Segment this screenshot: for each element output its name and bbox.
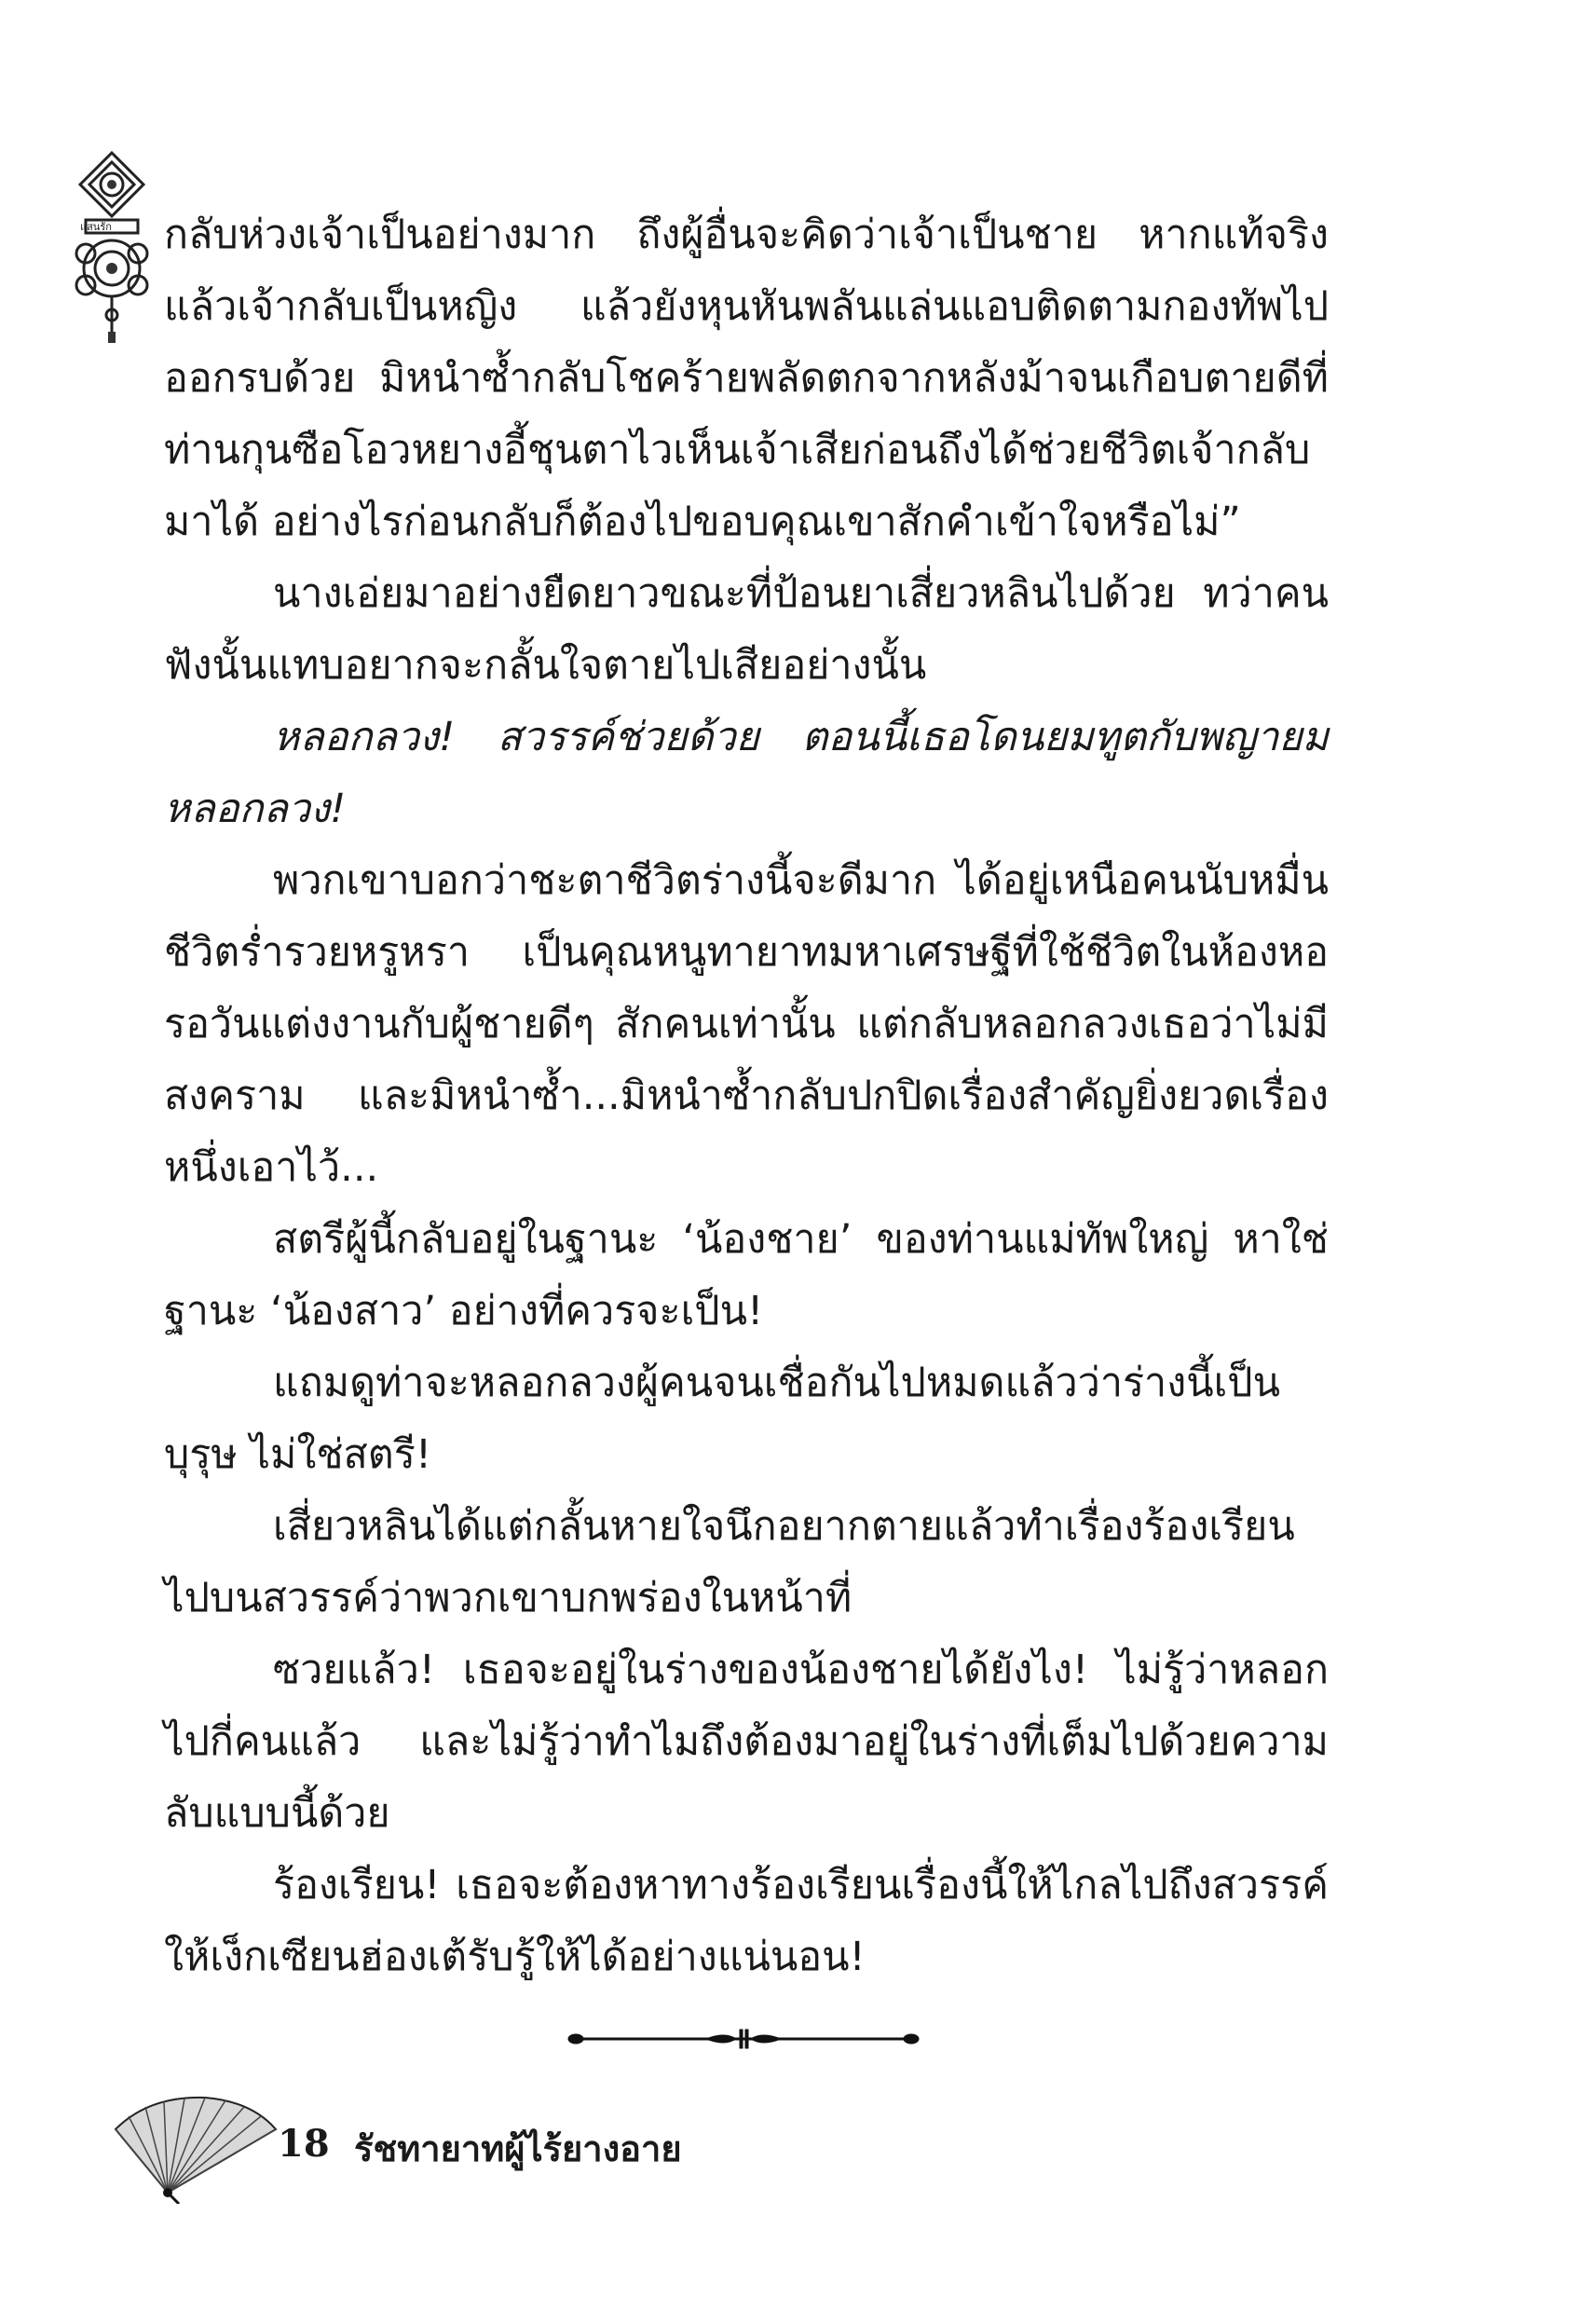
- publisher-ornament-icon: [65, 149, 158, 345]
- page-number: 18: [278, 2122, 330, 2166]
- page-footer: [112, 2092, 950, 2204]
- paragraph: แถมดูท่าจะหลอกลวงผู้คนจนเชื่อกันไปหมดแล้วว่าร่างนี้เป็นบุรุษ ไม่ใช่สตรี!: [164, 1360, 1280, 1478]
- body-text: [164, 199, 1329, 1993]
- paragraph: นางเอ่ยมาอย่างยืดยาวขณะที่ป้อนยาเสี่ยวหลินไปด้วย ทว่าคนฟังนั้นแทบอยากจะกลั้นใจตายไปเสียอย่างนั้น: [164, 570, 1329, 689]
- book-title: รัชทายาทผู้ไร้ยางอาย: [354, 2127, 682, 2169]
- scene-divider-icon: [566, 2028, 921, 2050]
- paragraph: สตรีผู้นี้กลับอยู่ในฐานะ ‘น้องชาย’ ของท่านแม่ทัพใหญ่ หาใช่ฐานะ ‘น้องสาว’ อย่างที่ควรจะเป็น!: [164, 1216, 1329, 1334]
- paragraph-italic: หลอกลวง! สวรรค์ช่วยด้วย ตอนนี้เธอโดนยมทูตกับพญายมหลอกลวง!: [164, 714, 1329, 832]
- paragraph: ซวยแล้ว! เธอจะอยู่ในร่างของน้องชายได้ยังไง! ไม่รู้ว่าหลอกไปกี่คนแล้ว และไม่รู้ว่าทำไมถึงต้องมาอยู่ในร่างที่เต็มไปด้วยความลับแบบนี้ด้วย: [164, 1647, 1329, 1837]
- paragraph: เสี่ยวหลินได้แต่กลั้นหายใจนึกอยากตายแล้วทำเรื่องร้องเรียนไปบนสวรรค์ว่าพวกเขาบกพร่องในหน้าที่: [164, 1503, 1295, 1621]
- paragraph: ร้องเรียน! เธอจะต้องหาทางร้องเรียนเรื่องนี้ให้ไกลไปถึงสวรรค์ให้เง็กเซียนฮ่องเต้รับรู้ให้ได้อย่างแน่นอน!: [164, 1862, 1329, 1980]
- folding-fan-icon: [112, 2092, 280, 2204]
- ornament-label: แสนรัก: [80, 221, 112, 233]
- paragraph: พวกเขาบอกว่าชะตาชีวิตร่างนี้จะดีมาก ได้อยู่เหนือคนนับหมื่นชีวิตร่ำรวยหรูหรา เป็นคุณหนูทายาทมหาเศรษฐีที่ใช้ชีวิตในห้องหอรอวันแต่งงานกับผู้ชายดีๆ สักคนเท่านั้น แต่กลับหลอกลวงเธอว่าไม่มีสงคราม และมิหนำซ้ำ...มิหนำซ้ำกลับปกปิดเรื่องสำคัญยิ่งยวดเรื่องหนึ่งเอาไว้...: [164, 857, 1329, 1191]
- paragraph: กลับห่วงเจ้าเป็นอย่างมาก ถึงผู้อื่นจะคิดว่าเจ้าเป็นชาย หากแท้จริงแล้วเจ้ากลับเป็นหญิง แล้วยังหุนหันพลันแล่นแอบติดตามกองทัพไปออกรบด้วย มิหนำซ้ำกลับโชคร้ายพลัดตกจากหลังม้าจนเกือบตายดีที่ท่านกุนซือโอวหยางอี้ชุนตาไวเห็นเจ้าเสียก่อนถึงได้ช่วยชีวิตเจ้ากลับมาได้ อย่างไรก่อนกลับก็ต้องไปขอบคุณเขาสักคำเข้าใจหรือไม่”: [164, 212, 1329, 545]
